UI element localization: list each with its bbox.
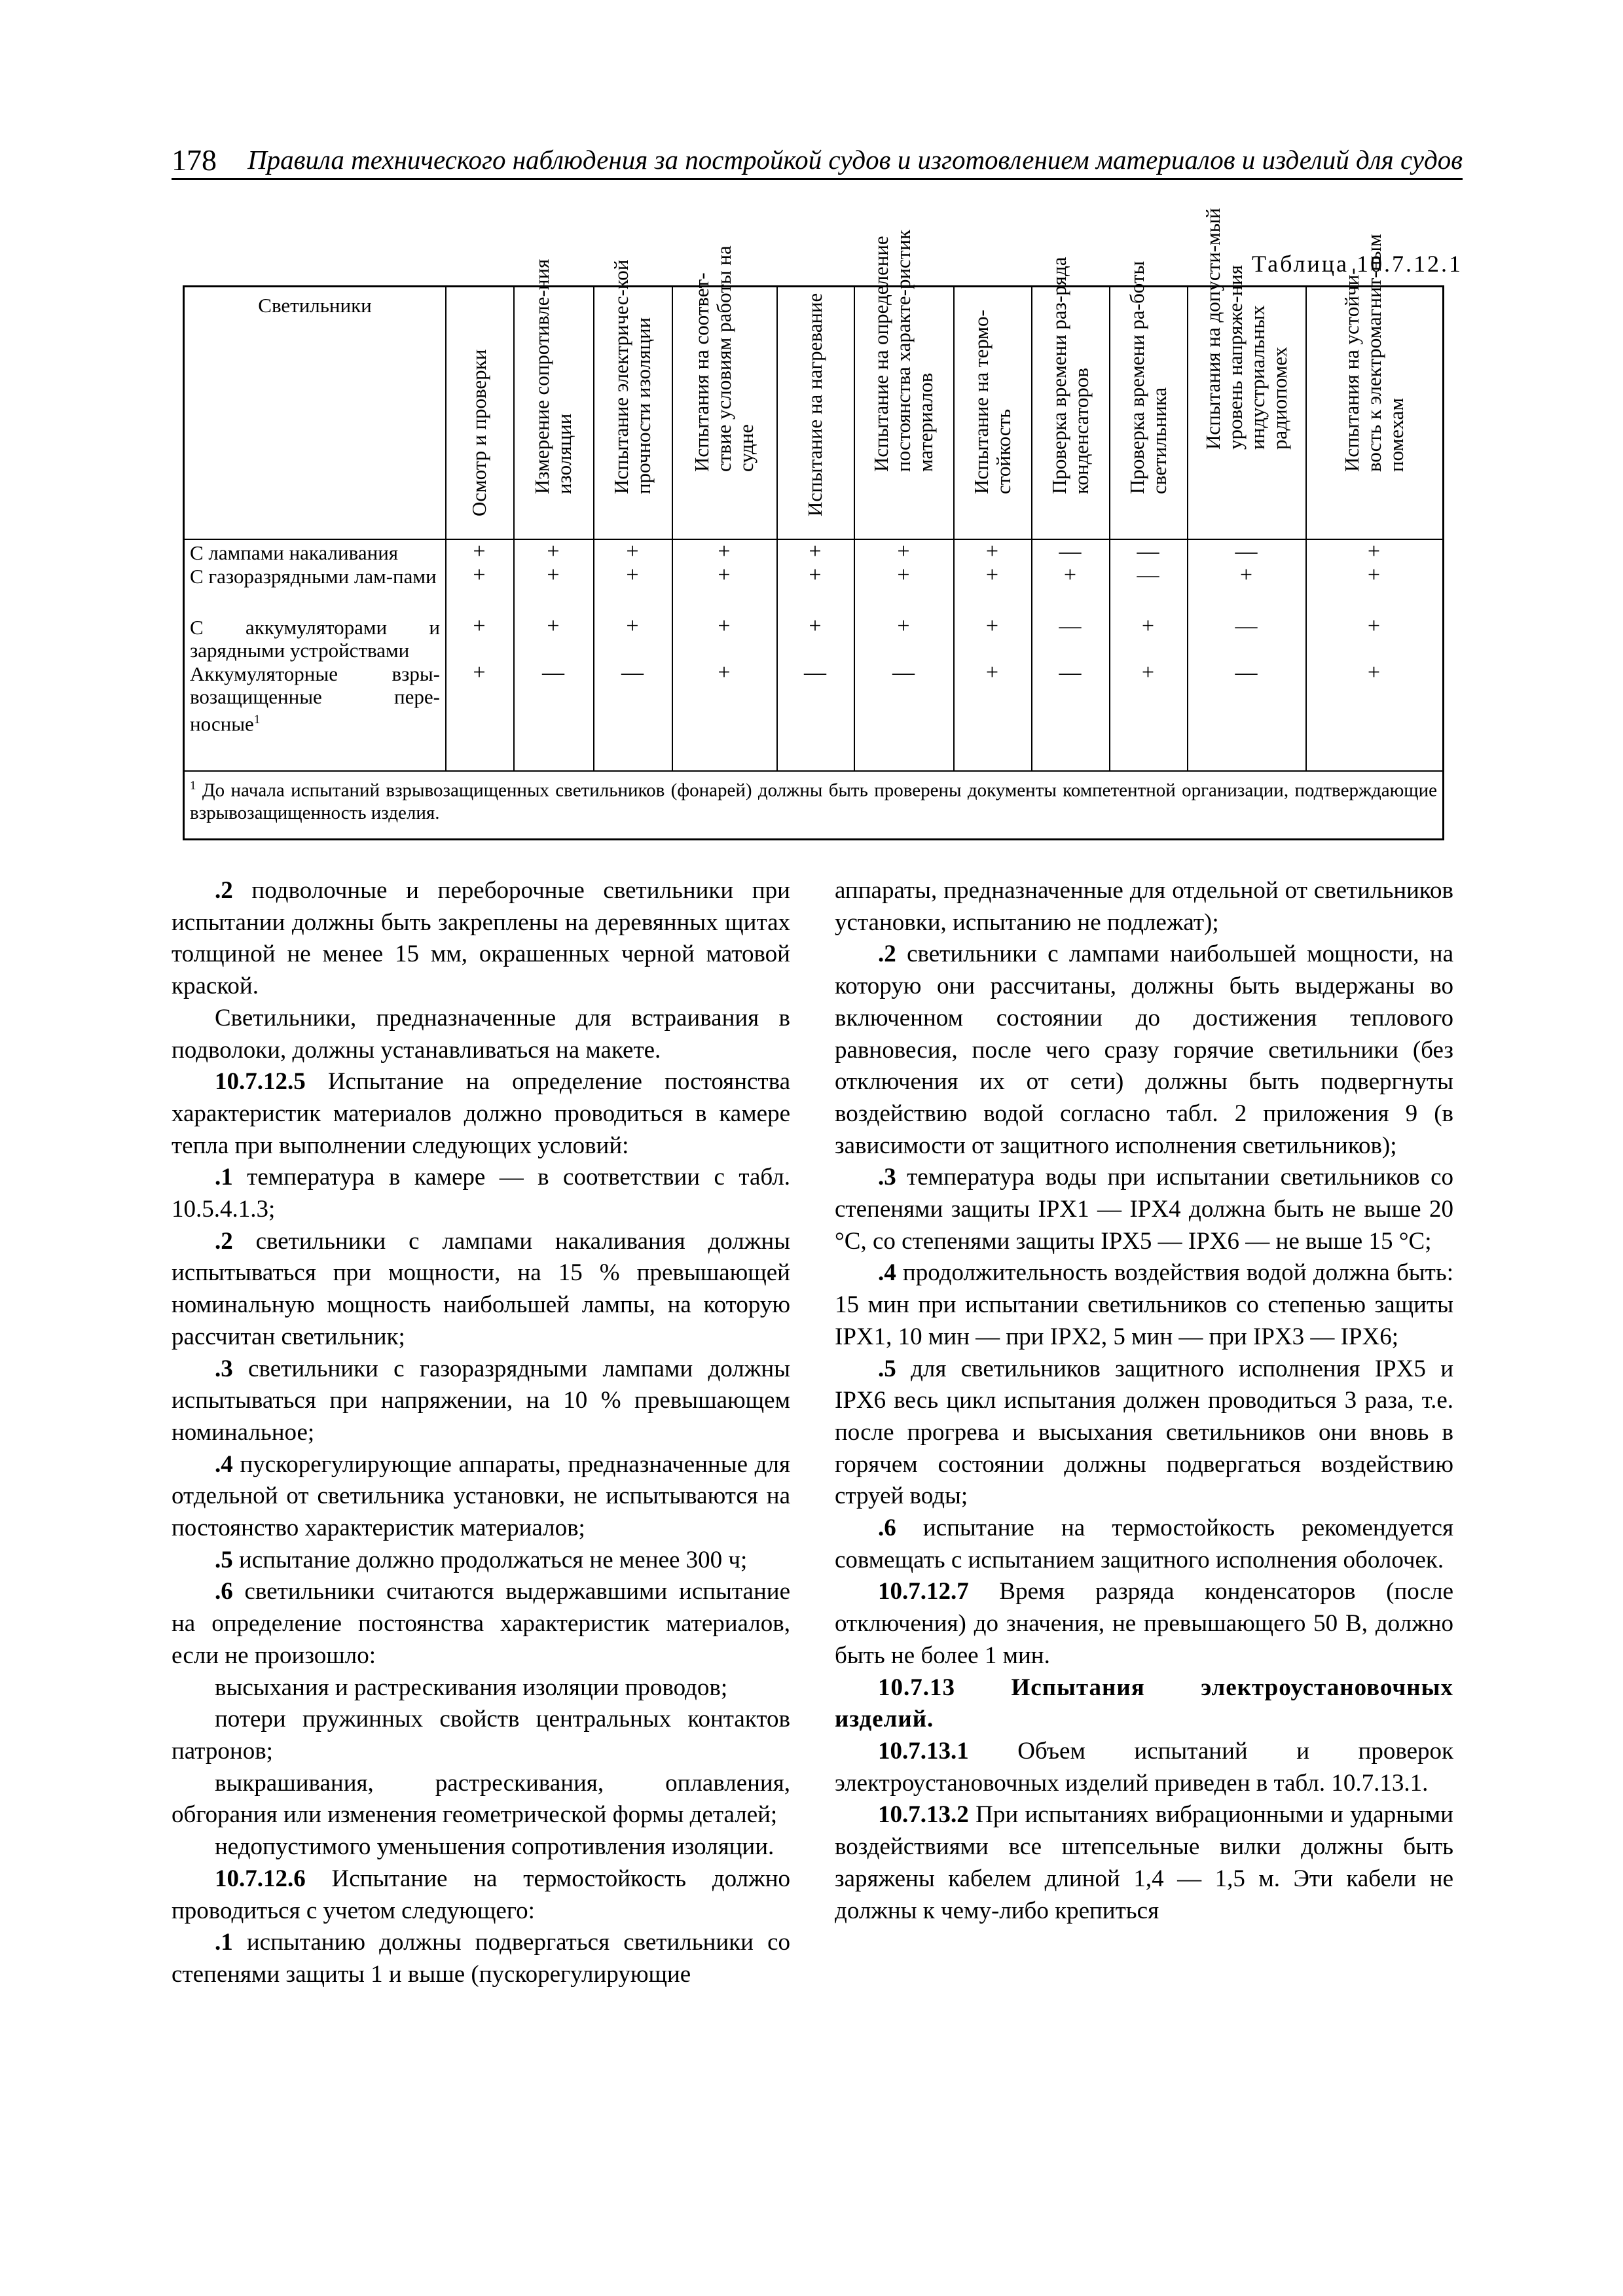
paragraph-text: продолжительность воздействия водой должна быть: 15 мин при испытании светильников со степенью защиты IPX1, 10 мин — при IPX2, 5 мин — при IPX3 — IPX6; <box>835 1259 1453 1350</box>
paragraph-text: При испытаниях вибрационными и ударными воздействиями все штепсельные вилки должны быть заряжены кабелем длиной 1,4 — 1,5 м. Эти кабели не должны к чему-либо крепиться <box>835 1801 1453 1924</box>
paragraph-text: испытание на термостойкость рекомендуется совмещать с испытанием защитного исполнения оболочек. <box>835 1515 1453 1573</box>
running-header <box>172 137 1463 180</box>
paragraph-text: светильники с газоразрядными лампами должны испытываться при напряжении, на 10 % превышающем номинальное; <box>172 1355 790 1446</box>
clause-number: 10.7.13.2 <box>878 1801 969 1829</box>
column-header-label: Испытание на термо-стойкость <box>969 310 1015 494</box>
clause-number: .3 <box>215 1355 233 1382</box>
table-cell: + <box>1367 539 1381 564</box>
table-cell: + <box>473 563 486 587</box>
paragraph-text: температура воды при испытании светильников со степенями защиты IPX1 — IPX4 должна быть не выше 20 °С, со степенями защиты IPX5 — IPX6 — не выше 15 °С; <box>835 1164 1453 1255</box>
paragraph <box>172 1576 790 1672</box>
paragraph-text: испытанию должны подвергаться светильники со степенями защиты 1 и выше (пускорегулирующие <box>172 1929 790 1988</box>
paragraph-text: Испытание на термостойкость должно проводиться с учетом следующего: <box>172 1865 790 1924</box>
paragraph-text: Светильники, предназначенные для встраивания в подволоки, должны устанавливаться на макете. <box>172 1004 790 1064</box>
row-label <box>190 616 440 662</box>
table-cell: + <box>473 660 486 685</box>
column-header-label: Испытания на допусти-мый уровень напряже-ния индустриальных радиопомех <box>1201 207 1291 450</box>
table-caption: Таблица 10.7.12.1 <box>1252 251 1463 277</box>
table-cell: + <box>473 614 486 638</box>
paragraph <box>835 1162 1453 1257</box>
table-cell: + <box>626 563 639 587</box>
column-header <box>513 259 593 539</box>
table-cell: — <box>892 660 915 685</box>
paragraph-text: Время разряда конденсаторов (после отключения) до значения, не превышающего 50 В, должно быть не более 1 мин. <box>835 1578 1453 1669</box>
table-cell: — <box>1059 614 1082 638</box>
paragraph-text: высыхания и растрескивания изоляции проводов; <box>215 1674 728 1701</box>
paragraph <box>172 1003 790 1066</box>
clause-number: .1 <box>215 1929 233 1956</box>
paragraph <box>172 1066 790 1162</box>
section-heading <box>835 1672 1453 1736</box>
table-cell: — <box>621 660 644 685</box>
table-cell: — <box>804 660 826 685</box>
table-cell: + <box>985 563 999 587</box>
clause-number: .2 <box>878 941 896 968</box>
paragraph-text: недопустимого уменьшения сопротивления изоляции. <box>215 1833 775 1861</box>
footnote-ref: 1 <box>253 713 261 726</box>
table-cell: + <box>985 660 999 685</box>
clause-number: .5 <box>878 1355 896 1382</box>
footnote-mark: 1 <box>190 779 196 793</box>
column-header <box>672 245 776 539</box>
table-cell: + <box>1367 614 1381 638</box>
clause-number: 10.7.12.7 <box>878 1578 969 1605</box>
paragraph <box>172 1162 790 1225</box>
paragraph-text: Объем испытаний и проверок электроустановочных изделий приведен в табл. 10.7.13.1. <box>835 1737 1453 1797</box>
column-header-label: Испытание на определение постоянства характе-ристик материалов <box>869 229 937 472</box>
paragraph <box>172 1449 790 1545</box>
paragraph-text: подволочные и переборочные светильники при испытании должны быть закреплены на деревянных щитах толщиной не менее 15 мм, окрашенных черной матовой краской. <box>172 877 790 1000</box>
paragraph <box>172 1768 790 1831</box>
paragraph-text: светильники с лампами накаливания должны испытываться при мощности, на 15 % превышающей номинальную мощность наибольшей лампы, на которую рассчитан светильник; <box>172 1227 790 1350</box>
table-cell: + <box>547 614 560 638</box>
table-cell: — <box>1137 563 1159 587</box>
table-cell: + <box>985 614 999 638</box>
paragraph <box>172 1831 790 1863</box>
paragraph <box>172 1545 790 1577</box>
paragraph-text: для светильников защитного исполнения IPX5 и IPX6 весь цикл испытания должен проводиться 3 раза, т.е. после прогрева и высыхания светильников они вновь в горячем состоянии должны подвергаться воздействию струей воды; <box>835 1355 1453 1510</box>
column-header <box>445 291 513 539</box>
paragraph <box>835 939 1453 1162</box>
table-cell: + <box>626 614 639 638</box>
table-cell: — <box>1137 539 1159 564</box>
paragraph <box>835 1513 1453 1576</box>
table-cell: + <box>1141 660 1155 685</box>
running-title: Правила технического наблюдения за постройкой судов и изготовлением материалов и изделий для судов <box>247 145 1463 175</box>
table-cell: + <box>718 660 731 685</box>
column-header-label: Испытания на соответ-ствие условиям работы на судне <box>690 245 757 472</box>
clause-number: 10.7.12.6 <box>215 1865 306 1892</box>
table-cell: + <box>547 563 560 587</box>
table-cell: + <box>809 614 822 638</box>
clause-number: 10.7.13.1 <box>878 1737 969 1765</box>
table-cell: + <box>1367 660 1381 685</box>
table-cell: + <box>897 563 910 587</box>
table-cell: + <box>1367 563 1381 587</box>
column-header <box>593 259 672 539</box>
column-header <box>854 229 953 539</box>
clause-number: .6 <box>215 1578 233 1605</box>
row-label-text: С аккумуляторами и зарядными устройствами <box>190 616 440 662</box>
column-header-label: Измерение сопротивле-ния изоляции <box>530 259 575 494</box>
paragraph-text: температура в камере — в соответствии с табл. 10.5.4.1.3; <box>172 1164 790 1223</box>
clause-number: .2 <box>215 877 233 904</box>
table-cell: + <box>809 563 822 587</box>
paragraph <box>835 1257 1453 1353</box>
paragraph <box>835 875 1453 939</box>
row-label <box>190 565 440 588</box>
clause-number: .3 <box>878 1164 896 1191</box>
table-cell: + <box>1141 614 1155 638</box>
column-header-label: Проверка времени ра-боты светильника <box>1125 260 1171 494</box>
column-header <box>953 291 1031 539</box>
paragraph <box>835 1736 1453 1799</box>
table-cell: + <box>626 539 639 564</box>
column-header <box>1109 260 1187 539</box>
column-header-label: Проверка времени раз-ряда конденсаторов <box>1047 257 1093 494</box>
right-text-column <box>835 875 1453 1927</box>
column-header-label: Испытание электричес-кой прочности изоляции <box>610 259 655 494</box>
table-cell: + <box>547 539 560 564</box>
table-cell: + <box>1063 563 1077 587</box>
paragraph <box>172 1354 790 1449</box>
paragraph <box>172 875 790 1003</box>
clause-number: 10.7.12.5 <box>215 1068 306 1096</box>
clause-number: .5 <box>215 1546 233 1573</box>
clause-number: .6 <box>878 1515 896 1542</box>
row-label <box>190 541 440 564</box>
table-cell: + <box>985 539 999 564</box>
column-header-label: Осмотр и проверки <box>467 349 490 516</box>
paragraph <box>172 1704 790 1767</box>
clause-number: 10.7.13 Испытания электроустановочных изделий. <box>835 1674 1453 1733</box>
page-number: 178 <box>172 143 217 177</box>
table-cell: — <box>1059 660 1082 685</box>
clause-number: .4 <box>215 1450 233 1478</box>
table-cell: — <box>542 660 564 685</box>
paragraph-text: выкрашивания, растрескивания, оплавления, обгорания или изменения геометрической формы деталей; <box>172 1769 790 1829</box>
table-footnote <box>190 775 1437 824</box>
paragraph-text: потери пружинных свойств центральных контактов патронов; <box>172 1706 790 1765</box>
paragraph-text: пускорегулирующие аппараты, предназначенные для отдельной от светильника установки, не испытываются на постоянство характеристик материалов; <box>172 1450 790 1542</box>
paragraph-text: аппараты, предназначенные для отдельной от светильников установки, испытанию не подлежат); <box>835 877 1453 936</box>
table-header-lamps: Светильники <box>258 294 372 317</box>
table-cell: + <box>897 539 910 564</box>
paragraph <box>172 1863 790 1927</box>
clause-number: .1 <box>215 1164 233 1191</box>
row-label-text: Аккумуляторные взры-возащищенные пере-носные <box>190 662 440 736</box>
table-cell: + <box>718 563 731 587</box>
table-cell: + <box>473 539 486 564</box>
row-label <box>190 662 440 735</box>
paragraph <box>835 1354 1453 1513</box>
paragraph <box>172 1672 790 1704</box>
paragraph-text: светильники считаются выдержавшими испытание на определение постоянства характеристик материалов, если не произошло: <box>172 1578 790 1669</box>
paragraph-text: испытание должно продолжаться не менее 300 ч; <box>232 1546 748 1573</box>
column-header <box>1187 207 1305 539</box>
paragraph-text: светильники с лампами наибольшей мощности, на которую они рассчитаны, должны быть выдержаны во включенном состоянии до достижения теплового равновесия, после чего сразу горячие светильники (без отключения их от сети) должны быть подвергнуты воздействию водой согласно табл. 2 приложения 9 (в зависимости от защитного исполнения светильников); <box>835 941 1453 1159</box>
table-cell: + <box>1239 563 1253 587</box>
table-cell: — <box>1235 660 1258 685</box>
paragraph <box>172 1927 790 1990</box>
paragraph-text: Испытание на определение постоянства характеристик материалов должно проводиться в камере тепла при выполнении следующих условий: <box>172 1068 790 1159</box>
column-header-label: Испытания на устойчи-вость к электромагнит-ным помехам <box>1340 234 1408 472</box>
column-header <box>776 291 854 539</box>
table-cell: — <box>1235 539 1258 564</box>
paragraph <box>172 1226 790 1354</box>
row-label-text: С лампами накаливания <box>190 541 399 564</box>
paragraph <box>835 1799 1453 1927</box>
table-cell: — <box>1059 539 1082 564</box>
table-cell: + <box>809 539 822 564</box>
table-cell: — <box>1235 614 1258 638</box>
footnote-text: До начала испытаний взрывозащищенных светильников (фонарей) должны быть проверены документы компетентной организации, подтверждающие взрывозащищенность изделия. <box>190 780 1437 823</box>
paragraph <box>835 1576 1453 1672</box>
left-text-column <box>172 875 790 1991</box>
table-cell: + <box>718 614 731 638</box>
table-cell: + <box>897 614 910 638</box>
clause-number: .4 <box>878 1259 896 1287</box>
column-header-label: Испытание на нагревание <box>803 293 826 516</box>
table-cell: + <box>718 539 731 564</box>
clause-number: .2 <box>215 1227 233 1255</box>
row-label-text: С газоразрядными лам-пами <box>190 565 437 588</box>
column-header <box>1031 257 1109 539</box>
